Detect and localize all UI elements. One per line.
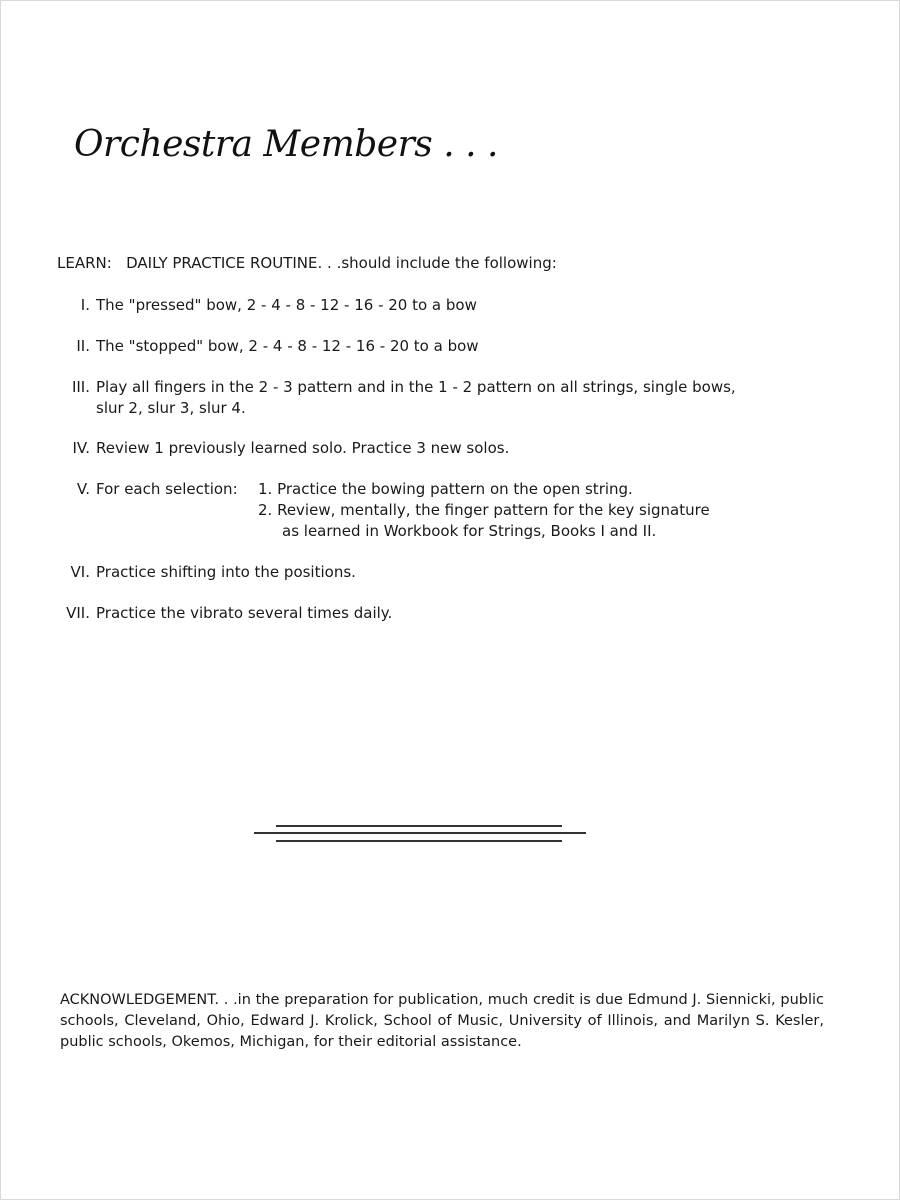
selection-step-1: 1. Practice the bowing pattern on the open string. [258,480,633,498]
item-number: VII. [66,604,90,622]
divider-rule-top [276,825,562,827]
item-lead: For each selection: [96,480,238,498]
learn-routine-title: DAILY PRACTICE ROUTINE. . .should include the following: [126,254,557,272]
routine-item-3 [71,377,736,419]
item-text: The "stopped" bow, 2 - 4 - 8 - 12 - 16 - 20 to a bow [96,337,479,355]
routine-item-7 [66,603,393,624]
learn-heading [57,254,557,272]
page-title: Orchestra Members . . . [74,124,498,165]
routine-item-5 [76,479,238,500]
routine-item-2 [76,336,479,357]
selection-steps [258,479,710,542]
item-text-line-2: slur 2, slur 3, slur 4. [96,399,246,417]
item-text-line-1: Play all fingers in the 2 - 3 pattern and in the 1 - 2 pattern on all strings, single bows, [96,378,736,396]
divider-rule-middle [254,832,586,834]
selection-step-2: 2. Review, mentally, the finger pattern for the key signature [258,501,710,519]
item-number: III. [71,378,90,396]
item-number: II. [76,337,90,355]
item-number: VI. [70,563,90,581]
divider-rule-bottom [276,840,562,842]
acknowledgement-paragraph: ACKNOWLEDGEMENT. . .in the preparation for publication, much credit is due Edmund J. Siennicki, public schools, Cleveland, Ohio, Edward J. Krolick, School of Music, University of Illinois, and Marilyn S. Kesler, public schools, Okemos, Michigan, for their editorial assistance. [60,992,824,1050]
routine-item-1 [80,295,477,316]
item-text: Practice the vibrato several times daily. [96,604,393,622]
selection-step-2-continued: as learned in Workbook for Strings, Books I and II. [282,522,657,540]
item-number: I. [80,296,90,314]
routine-item-6 [70,562,356,583]
learn-label: LEARN: [57,254,112,272]
routine-item-4 [72,438,510,459]
item-text: Review 1 previously learned solo. Practice 3 new solos. [96,439,510,457]
item-number: IV. [72,439,90,457]
item-text: Practice shifting into the positions. [96,563,356,581]
item-number: V. [76,480,90,498]
item-text: The "pressed" bow, 2 - 4 - 8 - 12 - 16 - 20 to a bow [96,296,477,314]
